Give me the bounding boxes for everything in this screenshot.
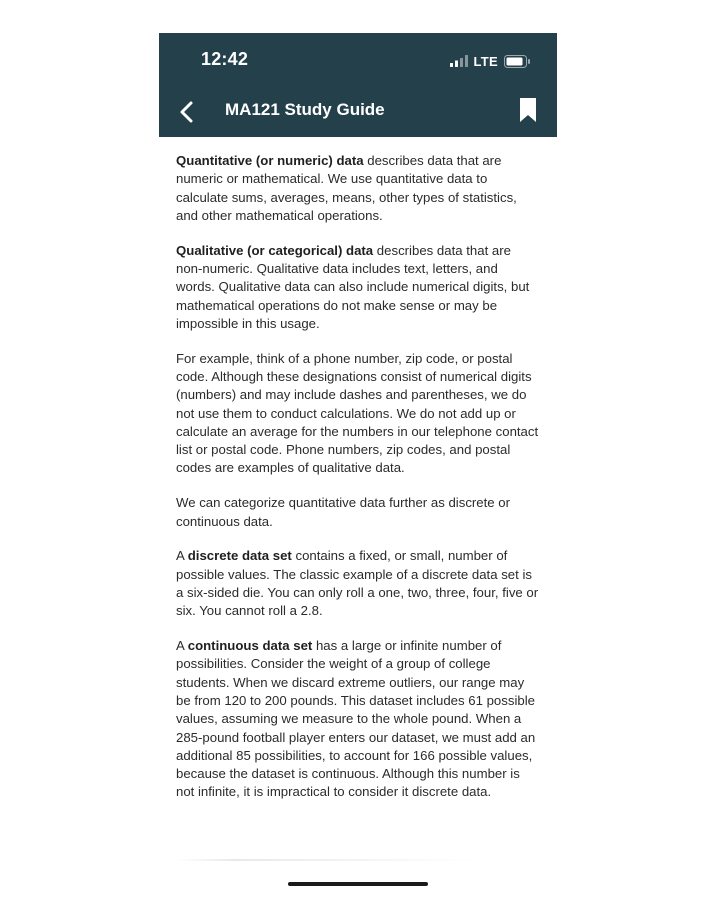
term-discrete: discrete data set — [187, 548, 292, 564]
paragraph-qualitative — [176, 242, 540, 333]
bookmark-icon[interactable] — [519, 97, 537, 123]
paragraph-continuous — [176, 637, 540, 802]
paragraph-discrete — [176, 547, 540, 620]
battery-icon — [504, 55, 531, 68]
status-time: 12:42 — [201, 49, 249, 69]
paragraph-example — [176, 350, 540, 478]
paragraph-text: describes data that are non-numeric. Qualitative data includes text, letters, and words. Qualitative data can also include numerical digits, but mathematical operations do not make sense or may be impossible in this usage. — [176, 242, 530, 331]
paragraph-text: We can categorize quantitative data further as discrete or continuous data. — [176, 495, 511, 529]
phone-screen — [159, 33, 557, 918]
paragraph-text: has a large or infinite number of possibilities. Consider the weight of a group of college students. When we discard extreme outliers, our range may be from 120 to 200 pounds. This dataset includes 61 possible values, assuming we measure to the whole pound. When a 285-pound football player enters our dataset, we must add an additional 85 possibilities, to account for 166 possible values, because the dataset is continuous. Although this number is not infinite, it is impractical to consider it discrete data. — [176, 638, 536, 800]
cut-off-text-line — [176, 859, 476, 861]
term-continuous: continuous data set — [187, 638, 313, 654]
term-quantitative: Quantitative (or numeric) data — [176, 153, 364, 168]
study-guide-content — [176, 152, 540, 818]
paragraph-categorize — [176, 494, 540, 531]
paragraph-text: describes data that are numeric or mathematical. We use quantitative data to calculate sums, averages, means, other types of statistics, and other mathematical operations. — [176, 153, 517, 223]
paragraph-prefix: A — [176, 638, 188, 654]
term-qualitative: Qualitative (or categorical) data — [176, 242, 374, 258]
network-label: LTE — [473, 53, 498, 69]
home-indicator[interactable] — [288, 882, 428, 886]
page-title: MA121 Study Guide — [225, 100, 385, 119]
status-bar — [159, 33, 557, 88]
paragraph-prefix: A — [176, 548, 188, 564]
paragraph-quantitative — [176, 152, 540, 225]
paragraph-text: contains a fixed, or small, number of possible values. The classic example of a discrete data set is a six-sided die. You can only roll a one, two, three, four, five or six. You cannot roll a 2.8. — [176, 548, 539, 619]
status-indicators — [450, 52, 532, 70]
paragraph-text: For example, think of a phone number, zip code, or postal code. Although these designations consist of numerical digits (numbers) and may include dashes and parentheses, we do not use them to conduct calculations. We do not add up or calculate an average for the numbers in our telephone contact list or postal code. Phone numbers, zip codes, and postal codes are examples of qualitative data. — [176, 350, 539, 476]
nav-bar — [159, 88, 557, 137]
signal-icon — [450, 55, 468, 67]
chevron-left-icon[interactable] — [176, 100, 198, 124]
